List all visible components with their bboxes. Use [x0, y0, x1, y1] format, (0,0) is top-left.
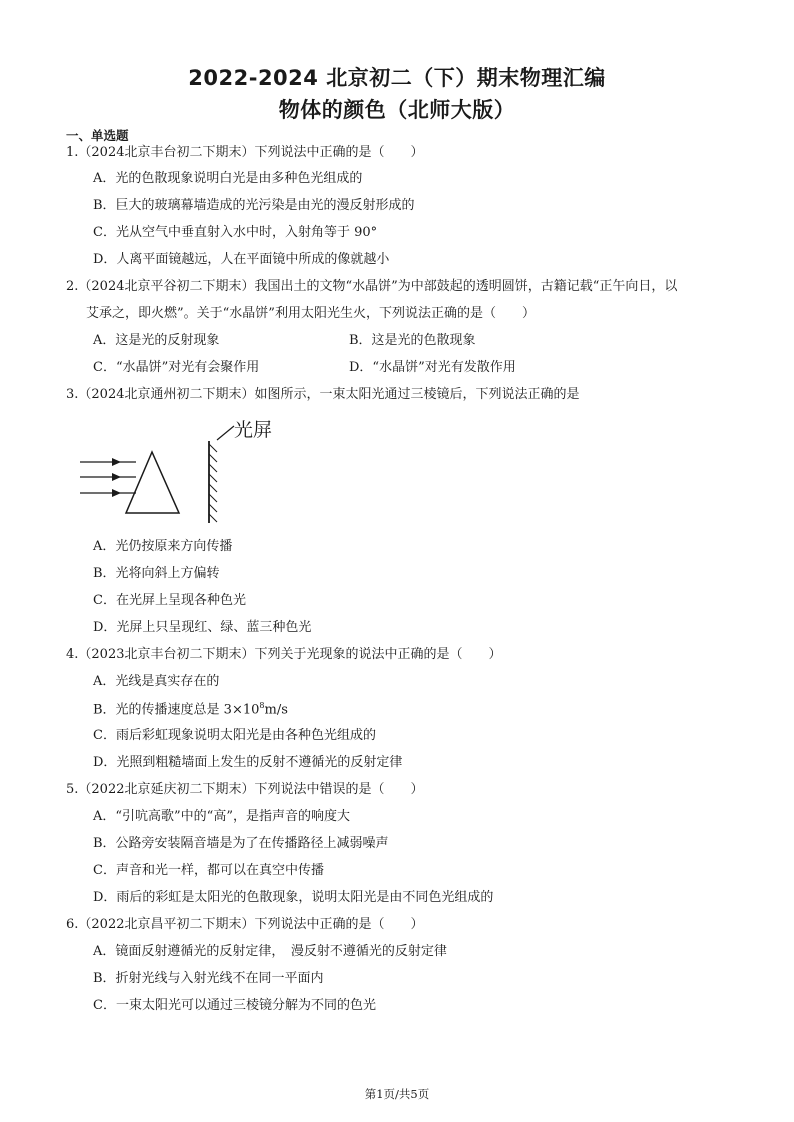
q4-option-d: D．光照到粗糙墙面上发生的反射不遵循光的反射定律 [93, 755, 403, 770]
q4-option-a: A．光线是真实存在的 [93, 674, 220, 689]
q6-option-c: C．一束太阳光可以通过三棱镜分解为不同的色光 [93, 998, 376, 1013]
q1-option-a: A．光的色散现象说明白光是由多种色光组成的 [93, 171, 363, 186]
arrowhead-1 [112, 458, 121, 466]
arrowhead-3 [112, 489, 121, 497]
q2-stem-line2: 艾承之，即火燃”。关于“水晶饼”利用太阳光生火，下列说法正确的是（ ） [86, 306, 535, 321]
section-heading: 一、单选题 [66, 128, 129, 143]
q6-option-b: B．折射光线与入射光线不在同一平面内 [93, 971, 324, 986]
q2-option-a: A．这是光的反射现象 [93, 333, 220, 348]
q5-option-c: C．声音和光一样，都可以在真空中传播 [93, 863, 324, 878]
q4-stem: 4.（2023北京丰台初二下期末）下列关于光现象的说法中正确的是（ ） [66, 647, 502, 662]
q5-option-a: A．“引吭高歌”中的“高”，是指声音的响度大 [93, 809, 350, 824]
label-leader [217, 426, 234, 440]
screen-label: 光屏 [234, 419, 273, 441]
q5-option-d: D．雨后的彩虹是太阳光的色散现象，说明太阳光是由不同色光组成的 [93, 890, 494, 905]
q4-option-b-unit: m/s [264, 702, 288, 718]
q4-option-b-text: B．光的传播速度总是 3×10 [93, 702, 260, 718]
prism-diagram [74, 414, 294, 526]
screen-hatching [209, 444, 217, 522]
page-title-line1: 2022-2024 北京初二（下）期末物理汇编 [188, 66, 606, 90]
q1-option-d: D．人离平面镜越远，人在平面镜中所成的像就越小 [93, 252, 390, 267]
q3-option-d: D．光屏上只呈现红、绿、蓝三种色光 [93, 620, 312, 635]
prism-shape [126, 452, 179, 513]
q2-option-b: B．这是光的色散现象 [349, 333, 476, 348]
q1-option-c: C．光从空气中垂直射入水中时，入射角等于 90° [93, 225, 378, 240]
q4-option-b [93, 702, 288, 716]
q4-option-c: C．雨后彩虹现象说明太阳光是由各种色光组成的 [93, 728, 376, 743]
q1-stem: 1.（2024北京丰台初二下期末）下列说法中正确的是（ ） [66, 145, 424, 160]
q5-stem: 5.（2022北京延庆初二下期末）下列说法中错误的是（ ） [66, 782, 424, 797]
q2-option-c: C．“水晶饼”对光有会聚作用 [93, 360, 260, 375]
q2-stem-line1: 2.（2024北京平谷初二下期末）我国出土的文物“水晶饼”为中部鼓起的透明圆饼，古籍记载“正午向日，以 [66, 279, 678, 294]
page-title-line2: 物体的颜色（北师大版） [278, 98, 516, 122]
q1-option-b: B．巨大的玻璃幕墙造成的光污染是由光的漫反射形成的 [93, 198, 415, 213]
q3-option-b: B．光将向斜上方偏转 [93, 566, 220, 581]
q3-stem: 3.（2024北京通州初二下期末）如图所示，一束太阳光通过三棱镜后，下列说法正确的是 [66, 387, 580, 402]
q2-option-d: D．“水晶饼”对光有发散作用 [349, 360, 516, 375]
page-footer: 第1页/共5页 [364, 1087, 430, 1101]
q4-option-b-exponent: 8 [259, 701, 265, 710]
q5-option-b: B．公路旁安装隔音墙是为了在传播路径上减弱噪声 [93, 836, 389, 851]
q3-option-c: C．在光屏上呈现各种色光 [93, 593, 246, 608]
q3-option-a: A．光仍按原来方向传播 [93, 539, 233, 554]
q6-option-a: A．镜面反射遵循光的反射定律， 漫反射不遵循光的反射定律 [93, 944, 447, 959]
arrowhead-2 [112, 473, 121, 481]
q6-stem: 6.（2022北京昌平初二下期末）下列说法中正确的是（ ） [66, 917, 424, 932]
